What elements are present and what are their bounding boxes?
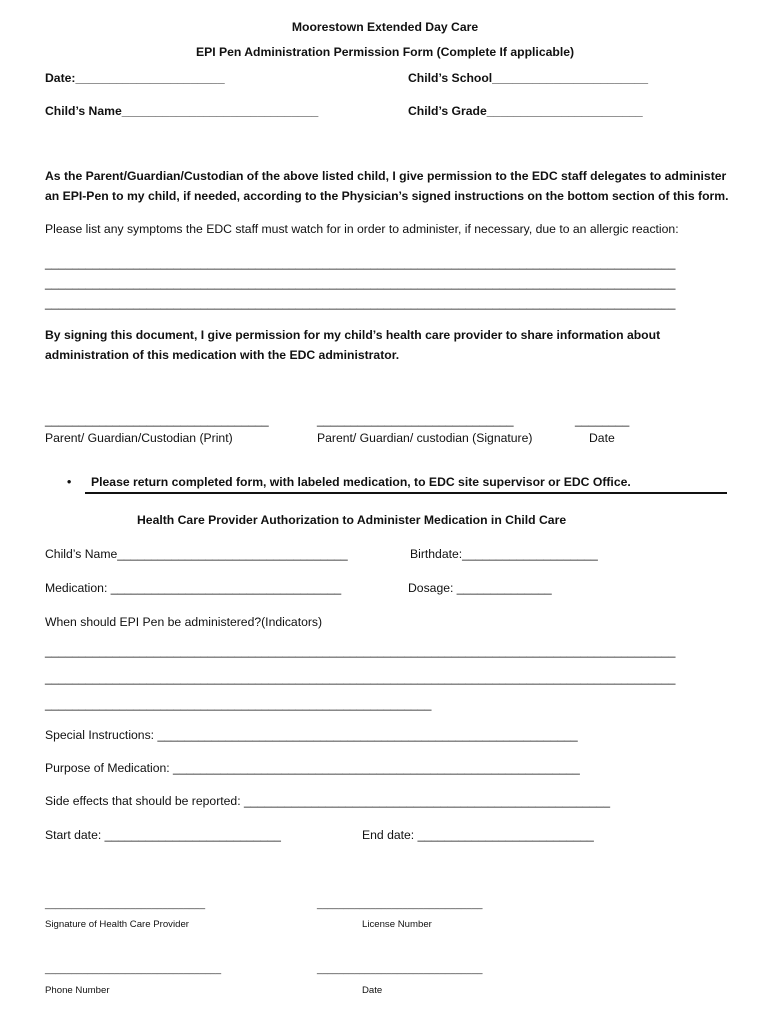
provider-section-title: Health Care Provider Authorization to Administer Medication in Child Care (137, 513, 567, 527)
phone-number-label: Phone Number (45, 985, 110, 996)
provider-child-name-field[interactable]: Child’s Name__________________________________ (45, 547, 348, 561)
section-divider (85, 492, 727, 494)
parent-print-line[interactable]: _________________________________ (45, 413, 269, 427)
provider-signature-label: Signature of Health Care Provider (45, 919, 189, 930)
parent-signature-label: Parent/ Guardian/ custodian (Signature) (317, 431, 533, 445)
parent-date-line[interactable]: ________ (575, 413, 630, 427)
return-notice: Please return completed form, with labeled medication, to EDC site supervisor or EDC Office. (91, 475, 631, 489)
indicators-blank-1[interactable]: _____________________________________________________________________________________________ (45, 644, 676, 658)
purpose-field[interactable]: Purpose of Medication: ____________________________________________________________ (45, 761, 580, 775)
symptoms-blank-1[interactable]: _____________________________________________________________________________________________ (45, 256, 676, 270)
parent-print-label: Parent/ Guardian/Custodian (Print) (45, 431, 233, 445)
bullet-icon: • (67, 475, 72, 489)
special-instructions-field[interactable]: Special Instructions: ______________________________________________________________ (45, 728, 578, 742)
school-field[interactable]: Child’s School_______________________ (408, 71, 649, 85)
start-date-field[interactable]: Start date: __________________________ (45, 828, 281, 842)
license-number-line[interactable]: _______________________________ (317, 899, 483, 910)
symptoms-prompt: Please list any symptoms the EDC staff must watch for in order to administer, if necessary, due to an allergic reaction: (45, 222, 679, 236)
child-name-field[interactable]: Child’s Name_____________________________ (45, 104, 319, 118)
permission-line-1: As the Parent/Guardian/Custodian of the above listed child, I give permission to the EDC staff delegates to administer (45, 169, 727, 183)
form-title: EPI Pen Administration Permission Form (Complete If applicable) (195, 45, 575, 59)
dosage-field[interactable]: Dosage: ______________ (408, 581, 552, 595)
symptoms-blank-3[interactable]: _____________________________________________________________________________________________ (45, 296, 676, 310)
indicators-prompt: When should EPI Pen be administered?(Indicators) (45, 615, 323, 629)
indicators-blank-3[interactable]: _________________________________________________________ (45, 697, 432, 711)
end-date-field[interactable]: End date: __________________________ (362, 828, 594, 842)
provider-date-line[interactable]: _______________________________ (317, 964, 483, 975)
grade-field[interactable]: Child’s Grade_______________________ (408, 104, 643, 118)
medication-field[interactable]: Medication: __________________________________ (45, 581, 342, 595)
org-title: Moorestown Extended Day Care (291, 20, 479, 34)
sharing-line-1: By signing this document, I give permission for my child’s health care provider to share information about (45, 328, 661, 342)
birthdate-field[interactable]: Birthdate:____________________ (410, 547, 598, 561)
phone-number-line[interactable]: _________________________________ (45, 964, 222, 975)
parent-signature-line[interactable]: _____________________________ (317, 413, 514, 427)
indicators-blank-2[interactable]: _____________________________________________________________________________________________ (45, 671, 676, 685)
sharing-line-2: administration of this medication with the EDC administrator. (45, 348, 400, 362)
provider-signature-line[interactable]: ______________________________ (45, 899, 206, 910)
symptoms-blank-2[interactable]: _____________________________________________________________________________________________ (45, 276, 676, 290)
permission-line-2: an EPI-Pen to my child, if needed, according to the Physician’s signed instructions on the bottom section of this form. (45, 189, 729, 203)
license-number-label: License Number (362, 919, 432, 930)
parent-date-label: Date (589, 431, 615, 445)
side-effects-field[interactable]: Side effects that should be reported: ______________________________________________________ (45, 794, 610, 808)
date-field[interactable]: Date:______________________ (45, 71, 225, 85)
provider-date-label: Date (362, 985, 383, 996)
